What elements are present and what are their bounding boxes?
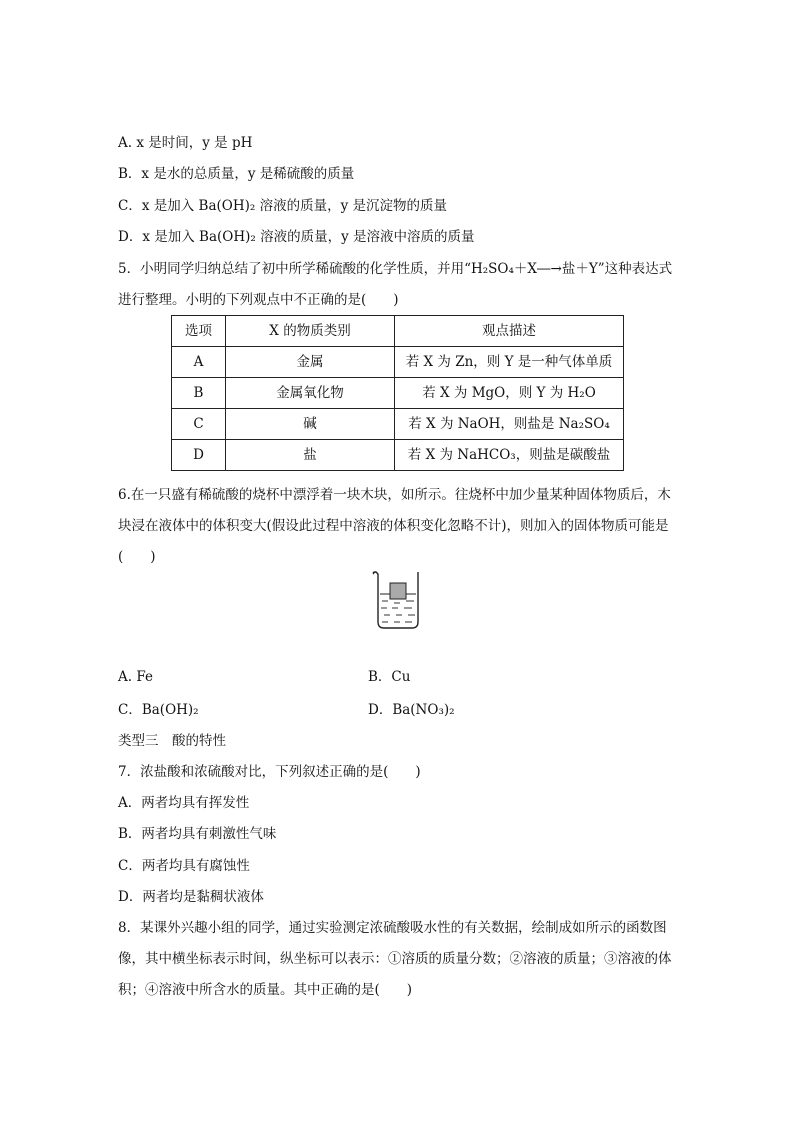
q4-option-b: B．x 是水的总质量，y 是稀硫酸的质量 (118, 166, 355, 182)
q7-option-a: A．两者均具有挥发性 (118, 795, 250, 811)
table-cell: A (172, 347, 226, 378)
q6-option-b: B．Cu (368, 669, 411, 685)
q7-option-d: D．两者均是黏稠状液体 (118, 889, 264, 905)
table-row (172, 378, 624, 409)
table-row (172, 409, 624, 440)
q7-option-b: B．两者均具有刺激性气味 (118, 826, 277, 842)
q5-table (171, 315, 624, 471)
table-cell: 金属 (226, 347, 395, 378)
table-header-cell: 观点描述 (395, 316, 624, 347)
table-cell: C (172, 409, 226, 440)
table-cell: 碱 (226, 409, 395, 440)
q6-option-c: C．Ba(OH)₂ (118, 702, 199, 718)
q5-stem-line2: 进行整理。小明的下列观点中不正确的是( ) (118, 292, 399, 308)
table-cell: D (172, 440, 226, 471)
q4-option-d: D．x 是加入 Ba(OH)₂ 溶液的质量，y 是溶液中溶质的质量 (118, 229, 475, 245)
q7-stem: 7．浓盐酸和浓硫酸对比，下列叙述正确的是( ) (118, 764, 421, 780)
table-cell: 盐 (226, 440, 395, 471)
table-cell: 金属氧化物 (226, 378, 395, 409)
q7-option-c: C．两者均具有腐蚀性 (118, 858, 250, 874)
table-header-cell: 选项 (172, 316, 226, 347)
table-header-row (172, 316, 624, 347)
q4-option-a: A. x 是时间，y 是 pH (118, 135, 253, 151)
table-cell: 若 X 为 MgO，则 Y 为 H₂O (395, 378, 624, 409)
q6-stem: 6.在一只盛有稀硫酸的烧杯中漂浮着一块木块，如所示。往烧杯中加少量某种固体物质后，木块浸在液体中的体积变大(假设此过程中溶液的体积变化忽略不计)，则加入的固体物质可能是( ) (118, 487, 671, 565)
beaker-with-block-figure (370, 570, 426, 632)
table-cell: 若 X 为 Zn，则 Y 是一种气体单质 (395, 347, 624, 378)
table-row (172, 440, 624, 471)
table-cell: 若 X 为 NaOH，则盐是 Na₂SO₄ (395, 409, 624, 440)
q8-stem: 8．某课外兴趣小组的同学，通过实验测定浓硫酸吸水性的有关数据，绘制成如所示的函数图像，其中横坐标表示时间，纵坐标可以表示：①溶质的质量分数；②溶液的质量；③溶液的体积；④溶液中所含水的质量。其中正确的是( ) (118, 920, 672, 998)
q4-option-c: C．x 是加入 Ba(OH)₂ 溶液的质量，y 是沉淀物的质量 (118, 198, 447, 214)
table-header-cell: X 的物质类别 (226, 316, 395, 347)
q5-stem-line1: 5．小明同学归纳总结了初中所学稀硫酸的化学性质，并用“H₂SO₄＋X―→盐＋Y”这种表达式 (118, 261, 673, 277)
q6-option-a: A. Fe (118, 669, 153, 685)
table-cell: 若 X 为 NaHCO₃，则盐是碳酸盐 (395, 440, 624, 471)
q6-option-d: D．Ba(NO₃)₂ (368, 702, 455, 718)
table-row (172, 347, 624, 378)
section-title: 类型三 酸的特性 (118, 733, 226, 749)
table-cell: B (172, 378, 226, 409)
